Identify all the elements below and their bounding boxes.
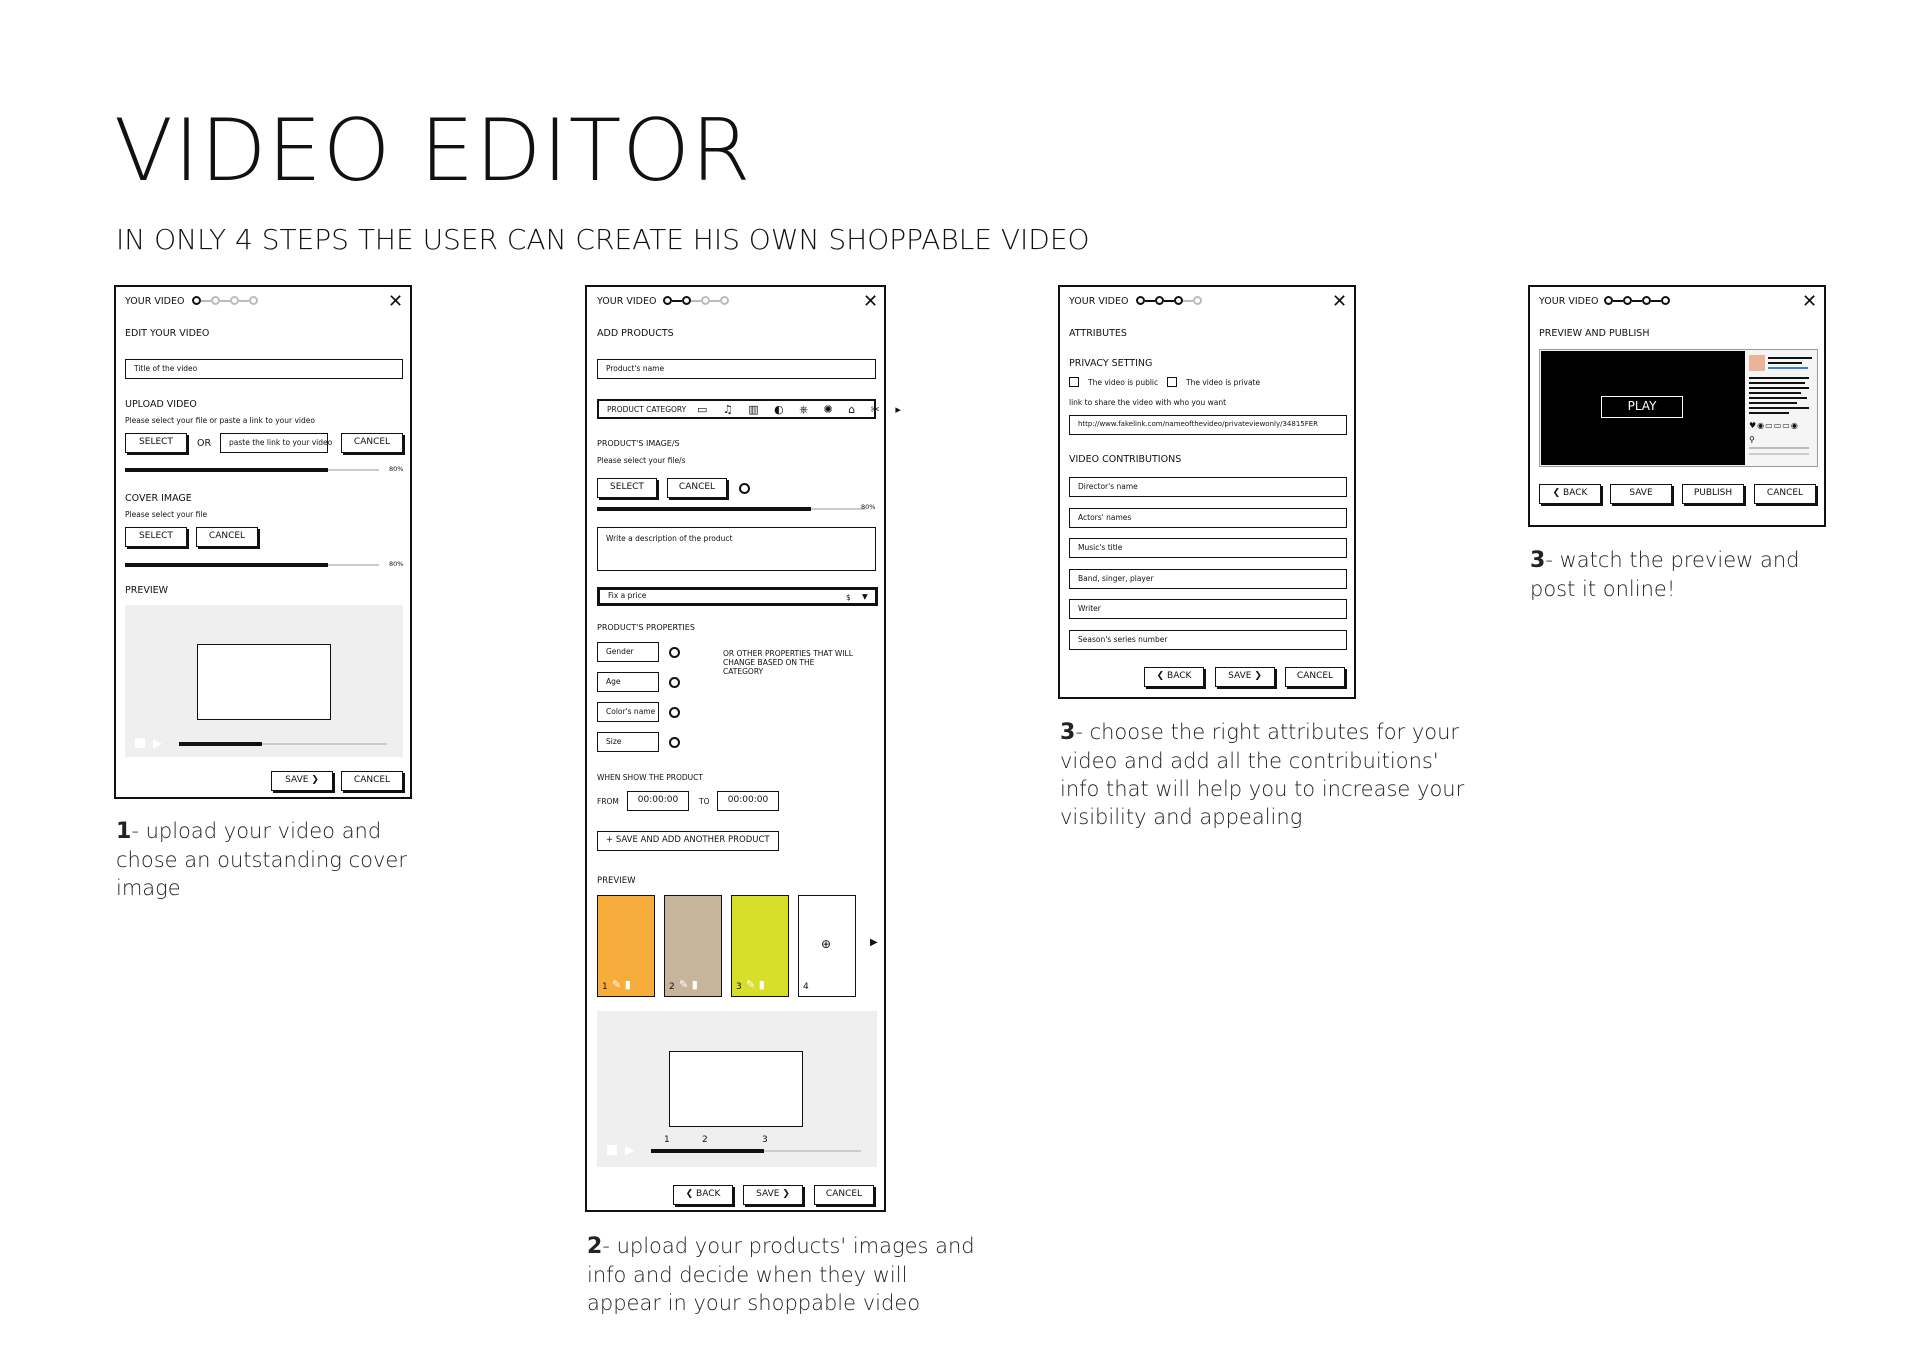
video-frame: [669, 1051, 803, 1127]
panel-header: YOUR VIDEO: [125, 296, 185, 307]
step-dot-icon: [230, 296, 239, 305]
step-progress-indicator: [1604, 296, 1670, 305]
caption-text: - choose the right attributes for your video and add all the contribuitions' info that will help you to increase your visibility and appealing: [1060, 720, 1465, 829]
images-hint: Please select your file/s: [597, 456, 686, 465]
back-button[interactable]: ❮ BACK: [673, 1185, 733, 1205]
private-label: The video is private: [1186, 378, 1261, 387]
next-arrow-icon[interactable]: ▶: [870, 937, 878, 948]
other-properties-note: OR OTHER PROPERTIES THAT WILL CHANGE BASED ON THE CATEGORY: [723, 649, 853, 676]
publish-button[interactable]: PUBLISH: [1682, 484, 1744, 504]
product-description-input[interactable]: Write a description of the product: [597, 527, 876, 571]
property-gender-input[interactable]: Gender: [597, 642, 659, 662]
step-progress-indicator: [1136, 296, 1202, 305]
cancel-button[interactable]: CANCEL: [1285, 667, 1345, 687]
step-dot-icon: [1155, 296, 1164, 305]
select-images-button[interactable]: SELECT: [597, 478, 657, 498]
video-title-input[interactable]: Title of the video: [125, 359, 403, 379]
step2-panel: [585, 285, 907, 1212]
stop-icon[interactable]: [607, 1145, 617, 1155]
close-icon[interactable]: ✕: [1802, 291, 1818, 312]
step-dot-icon: [1604, 296, 1613, 305]
section-heading: EDIT YOUR VIDEO: [125, 328, 210, 339]
category-icons[interactable]: ▭ ♫ ▥ ◐ ⎈ ✺ ⌂ ✂ ▸: [697, 403, 907, 416]
public-checkbox[interactable]: [1069, 377, 1079, 387]
step-dot-icon: [1174, 296, 1183, 305]
public-label: The video is public: [1088, 378, 1159, 387]
step3-panel: [1058, 285, 1356, 699]
card-number: 4: [803, 982, 809, 992]
private-checkbox[interactable]: [1167, 377, 1177, 387]
edit-delete-icons[interactable]: ✎ ▮: [746, 978, 765, 991]
play-button[interactable]: PLAY: [1601, 396, 1683, 418]
step-number: 3: [1060, 720, 1076, 745]
upload-hint: Please select your file or paste a link to your video: [125, 416, 315, 425]
video-link-input[interactable]: paste the link to your video: [220, 433, 328, 453]
property-color-input[interactable]: Color's name: [597, 702, 659, 722]
step-dot-icon: [1193, 296, 1202, 305]
cover-progress-label: 80%: [389, 560, 404, 568]
save-button[interactable]: SAVE ❯: [1215, 667, 1275, 687]
caption-text: - watch the preview and post it online!: [1530, 548, 1800, 601]
card-number: 1: [602, 982, 608, 992]
card-number: 3: [736, 982, 742, 992]
social-sidebar: [1749, 353, 1815, 463]
play-icon[interactable]: ▶: [153, 736, 163, 750]
select-video-button[interactable]: SELECT: [125, 433, 187, 453]
save-add-another-button[interactable]: + SAVE AND ADD ANOTHER PRODUCT: [597, 831, 779, 851]
back-label: BACK: [696, 1189, 721, 1199]
upload-video-label: UPLOAD VIDEO: [125, 399, 197, 410]
edit-delete-icons[interactable]: ✎ ▮: [679, 978, 698, 991]
panel-header: YOUR VIDEO: [1069, 296, 1129, 307]
save-button[interactable]: SAVE ❯: [271, 771, 333, 791]
section-heading: PREVIEW AND PUBLISH: [1539, 328, 1650, 339]
step-dot-icon: [249, 296, 258, 305]
step4-panel: [1528, 285, 1826, 527]
product-name-input[interactable]: Product's name: [597, 359, 876, 379]
video-preview: [597, 1011, 877, 1167]
play-icon[interactable]: ▶: [625, 1143, 635, 1157]
stop-icon[interactable]: [135, 738, 145, 748]
cover-image-label: COVER IMAGE: [125, 493, 192, 504]
director-input[interactable]: Director's name: [1069, 477, 1347, 497]
step-number: 1: [116, 819, 132, 844]
back-label: BACK: [1167, 671, 1192, 681]
step2-caption: [587, 1232, 987, 1317]
product-card[interactable]: [731, 895, 789, 997]
close-icon[interactable]: ✕: [388, 291, 404, 312]
step-number: 2: [587, 1234, 603, 1259]
upload-progress-bar: [125, 469, 379, 471]
card-number: 2: [669, 982, 675, 992]
cancel-upload-button[interactable]: CANCEL: [341, 433, 403, 453]
step3-caption: [1060, 718, 1480, 831]
back-button[interactable]: ❮ BACK: [1144, 667, 1204, 687]
step-dot-icon: [192, 296, 201, 305]
product-card[interactable]: [597, 895, 655, 997]
add-product-card[interactable]: [798, 895, 856, 997]
step-progress-indicator: [663, 296, 729, 305]
to-label: TO: [699, 797, 710, 806]
preview-label: PREVIEW: [125, 585, 169, 596]
save-button[interactable]: SAVE: [1610, 484, 1672, 504]
or-label: OR: [197, 438, 212, 449]
back-button[interactable]: ❮ BACK: [1539, 484, 1601, 504]
cancel-button[interactable]: CANCEL: [1754, 484, 1816, 504]
publish-preview: [1539, 349, 1818, 467]
close-icon[interactable]: ✕: [1332, 291, 1348, 312]
save-label: SAVE: [285, 775, 309, 785]
avatar: [1749, 355, 1765, 371]
currency-label: $: [846, 593, 851, 602]
select-cover-button[interactable]: SELECT: [125, 527, 187, 547]
caption-text: - upload your video and chose an outstanding cover image: [116, 819, 407, 900]
edit-property-icon[interactable]: [669, 737, 680, 748]
share-icons[interactable]: ♥◉▭▭▭◉: [1749, 421, 1799, 430]
step4-caption: [1530, 546, 1830, 603]
panel-header: YOUR VIDEO: [597, 296, 657, 307]
cancel-button[interactable]: CANCEL: [341, 771, 403, 791]
timeline-marker[interactable]: 1: [664, 1135, 670, 1145]
when-label: WHEN SHOW THE PRODUCT: [597, 773, 703, 782]
step1-panel: [114, 285, 412, 799]
step-number: 3: [1530, 548, 1546, 573]
season-input[interactable]: Season's series number: [1069, 630, 1347, 650]
privacy-label: PRIVACY SETTING: [1069, 358, 1153, 369]
video-preview: [125, 605, 403, 757]
cancel-cover-button[interactable]: CANCEL: [196, 527, 258, 547]
step1-caption: [116, 817, 446, 902]
save-button[interactable]: SAVE ❯: [743, 1185, 803, 1205]
step-dot-icon: [211, 296, 220, 305]
timeline-marker[interactable]: 2: [702, 1135, 708, 1145]
section-heading: ADD PRODUCTS: [597, 328, 674, 339]
cancel-button[interactable]: CANCEL: [814, 1185, 874, 1205]
properties-label: PRODUCT'S PROPERTIES: [597, 623, 695, 632]
page-subtitle: IN ONLY 4 STEPS THE USER CAN CREATE HIS OWN SHOPPABLE VIDEO: [116, 223, 1090, 256]
cover-hint: Please select your file: [125, 510, 208, 519]
step-dot-icon: [682, 296, 691, 305]
price-placeholder: Fix a price: [608, 591, 647, 600]
edit-delete-icons[interactable]: ✎ ▮: [612, 978, 631, 991]
back-label: BACK: [1563, 488, 1588, 498]
user-icon: ⚲: [1749, 435, 1755, 444]
video-timeline[interactable]: [651, 1150, 861, 1152]
from-label: FROM: [597, 797, 619, 806]
loading-icon: [739, 483, 750, 494]
images-progress-label: 80%: [861, 503, 876, 511]
property-age-input[interactable]: Age: [597, 672, 659, 692]
band-input[interactable]: Band, singer, player: [1069, 569, 1347, 589]
section-heading: ATTRIBUTES: [1069, 328, 1127, 339]
music-input[interactable]: Music's title: [1069, 538, 1347, 558]
property-size-input[interactable]: Size: [597, 732, 659, 752]
save-label: SAVE: [756, 1189, 780, 1199]
product-category-selector[interactable]: [597, 399, 907, 419]
video-player: [1541, 351, 1745, 465]
panel-header: YOUR VIDEO: [1539, 296, 1599, 307]
dropdown-arrow-icon[interactable]: ▼: [862, 592, 868, 601]
actors-input[interactable]: Actors' names: [1069, 508, 1347, 528]
step-dot-icon: [1661, 296, 1670, 305]
video-timeline[interactable]: [179, 743, 387, 745]
step-dot-icon: [701, 296, 710, 305]
page-title: VIDEO EDITOR: [114, 101, 752, 201]
preview-label: PREVIEW: [597, 876, 636, 886]
cover-progress-bar: [125, 564, 379, 566]
share-hint: link to share the video with who you want: [1069, 398, 1227, 407]
images-label: PRODUCT'S IMAGE/S: [597, 439, 680, 448]
to-time-input[interactable]: 00:00:00: [717, 791, 779, 811]
contributions-label: VIDEO CONTRIBUTIONS: [1069, 454, 1182, 465]
step-dot-icon: [663, 296, 672, 305]
upload-progress-label: 80%: [389, 465, 404, 473]
share-link-input[interactable]: http://www.fakelink.com/nameofthevideo/privateviewonly/34815FER: [1069, 415, 1347, 435]
step-dot-icon: [1642, 296, 1651, 305]
step-dot-icon: [1623, 296, 1632, 305]
add-icon[interactable]: ⊕: [821, 937, 832, 951]
edit-property-icon[interactable]: [669, 677, 680, 688]
edit-property-icon[interactable]: [669, 707, 680, 718]
step-dot-icon: [720, 296, 729, 305]
cancel-images-button[interactable]: CANCEL: [667, 478, 727, 498]
save-label: SAVE: [1228, 671, 1252, 681]
caption-text: - upload your products' images and info and decide when they will appear in your shoppable video: [587, 1234, 975, 1315]
close-icon[interactable]: ✕: [863, 291, 879, 312]
images-progress-bar: [597, 508, 865, 510]
step-progress-indicator: [192, 296, 258, 305]
edit-property-icon[interactable]: [669, 647, 680, 658]
from-time-input[interactable]: 00:00:00: [627, 791, 689, 811]
category-label: PRODUCT CATEGORY: [607, 405, 687, 414]
product-card[interactable]: [664, 895, 722, 997]
step-dot-icon: [1136, 296, 1145, 305]
writer-input[interactable]: Writer: [1069, 599, 1347, 619]
price-input[interactable]: [597, 587, 878, 606]
video-frame: [197, 644, 331, 720]
timeline-marker[interactable]: 3: [762, 1135, 768, 1145]
